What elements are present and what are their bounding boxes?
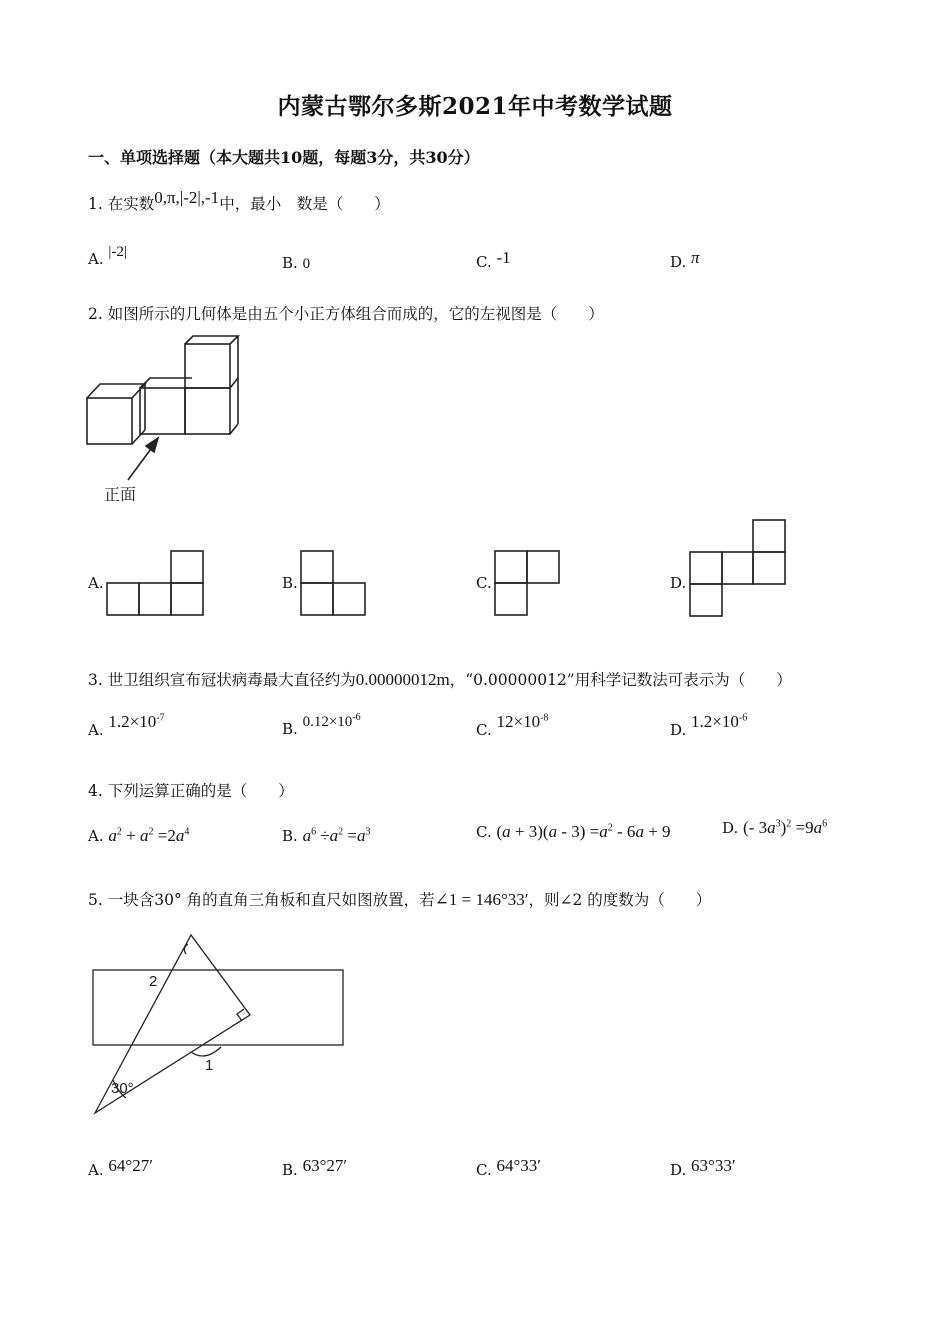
arrow-head: [146, 438, 158, 452]
question-5-suffix: ，则∠2 的度数为（ ）: [528, 891, 712, 909]
option-label: D.: [670, 1161, 687, 1179]
page-title: 内蒙古鄂尔多斯2021年中考数学试题: [277, 93, 673, 120]
option-label: C.: [476, 721, 492, 739]
option-value: |-2|: [108, 244, 127, 260]
question-4: 4. 下列运算正确的是（ ）: [88, 782, 294, 800]
angle-30-label: 30°: [111, 1080, 134, 1097]
q3-option-d[interactable]: D. $1.2\times 10^{-6}$: [670, 712, 748, 739]
cube-edge: [230, 378, 238, 388]
angle-1-label: 1: [205, 1057, 214, 1074]
q2-option-c-view[interactable]: [494, 550, 564, 616]
option-value: 63°33′: [691, 1156, 736, 1175]
q5-option-d[interactable]: [670, 1156, 736, 1180]
q3-option-a[interactable]: A. $1.2\times 10^{-7}$: [88, 712, 165, 739]
option-expression: $a^2 + a^2 =2a^4$: [108, 826, 190, 845]
question-5-angle: ∠1 = 146°33′: [434, 890, 529, 909]
q2-option-d-label[interactable]: D.: [670, 574, 687, 592]
option-mantissa: 12: [496, 712, 514, 731]
question-5: [88, 888, 711, 910]
option-value: 64°27′: [108, 1156, 153, 1175]
option-label: D.: [722, 819, 739, 837]
q1-option-a[interactable]: [88, 244, 127, 269]
option-value: -1: [496, 248, 511, 267]
q2-option-a-view[interactable]: [106, 550, 206, 616]
triangle-ruler-figure: [85, 930, 355, 1120]
q3-option-c[interactable]: C. $12\times 10^{-8}$: [476, 712, 549, 739]
cube-edge: [132, 430, 145, 444]
option-value: π: [691, 248, 700, 267]
option-label: B.: [282, 1161, 298, 1179]
angle-2-label: 2: [149, 973, 158, 990]
q2-option-b-label[interactable]: B.: [282, 574, 298, 592]
option-label: A.: [88, 721, 104, 739]
question-3-number: 0.00000012m: [355, 670, 450, 689]
q3-option-b[interactable]: B. $0.12\times 10^{-6}$: [282, 712, 361, 738]
question-5-prefix: 5. 一块含30° 角的直角三角板和直尺如图放置，若: [88, 891, 435, 909]
option-value: 64°33′: [496, 1156, 542, 1175]
option-exponent: -6: [352, 712, 361, 723]
q4-option-b[interactable]: [282, 826, 371, 846]
q1-option-d[interactable]: [670, 248, 700, 272]
option-expression: $(a + 3)(a - 3) =a^2 - 6a + 9$: [496, 822, 671, 841]
option-label: B.: [282, 720, 298, 738]
cube-face: [185, 344, 230, 388]
q4-option-c[interactable]: [476, 822, 671, 842]
option-label: C.: [476, 1161, 492, 1179]
q1-option-c[interactable]: [476, 248, 511, 272]
question-2: 2. 如图所示的几何体是由五个小正方体组合而成的，它的左视图是（ ）: [88, 305, 604, 323]
option-label: A.: [88, 250, 104, 268]
q5-option-a[interactable]: [88, 1156, 153, 1180]
q1-option-b[interactable]: [282, 254, 310, 273]
question-3: [88, 668, 792, 690]
option-label: C.: [476, 253, 492, 271]
option-mantissa: 1.2: [108, 712, 130, 731]
cube-face: [87, 398, 132, 444]
option-label: A.: [88, 1161, 104, 1179]
option-expression: (- $3a^3)^2 =9a^6$: [743, 818, 828, 837]
question-1-prefix: 1. 在实数: [88, 195, 155, 213]
q5-option-c[interactable]: [476, 1156, 542, 1180]
angle-1-arc: [191, 1047, 221, 1056]
cube-face: [185, 388, 230, 434]
option-exponent: -6: [738, 712, 748, 724]
q2-option-d-view[interactable]: [689, 518, 791, 618]
cube-face: [140, 388, 185, 434]
option-value: 63°27′: [302, 1156, 348, 1175]
option-exponent: -7: [156, 712, 165, 724]
q2-option-c-label[interactable]: C.: [476, 574, 492, 592]
q4-option-d[interactable]: [722, 818, 827, 838]
question-1-list: 0,π,|-2|,-1: [154, 188, 220, 207]
option-mantissa: 1.2: [691, 712, 713, 731]
option-expression: $a^6 \div a^2 =a^3$: [302, 826, 371, 845]
q4-option-a[interactable]: [88, 826, 189, 846]
q5-option-b[interactable]: [282, 1156, 348, 1180]
question-1: [88, 188, 390, 214]
cube-solid-figure: [80, 330, 250, 510]
cube-edge: [185, 336, 238, 344]
option-label: B.: [282, 827, 298, 845]
ruler: [93, 970, 343, 1045]
option-label: C.: [476, 823, 492, 841]
option-value: 0: [302, 256, 311, 272]
option-mantissa: 0.12: [302, 714, 329, 730]
front-label: 正面: [104, 485, 137, 504]
option-label: D.: [670, 721, 687, 739]
cube-edge: [87, 384, 145, 398]
question-3-suffix: ，“0.00000012”用科学记数法可表示为（ ）: [449, 671, 792, 689]
q2-option-b-view[interactable]: [300, 550, 370, 616]
option-exponent: -8: [540, 712, 549, 724]
question-1-suffix: 中，最小 数是（ ）: [219, 195, 390, 213]
option-label: D.: [670, 253, 687, 271]
cube-edge: [230, 424, 238, 434]
cube-edge: [140, 378, 192, 388]
option-label: B.: [282, 254, 298, 272]
section-heading: 一、单项选择题（本大题共10题，每题3分，共30分）: [88, 148, 480, 167]
option-label: A.: [88, 827, 104, 845]
q2-option-a-label[interactable]: A.: [88, 574, 104, 592]
question-3-prefix: 3. 世卫组织宣布冠状病毒最大直径约为: [88, 671, 356, 689]
